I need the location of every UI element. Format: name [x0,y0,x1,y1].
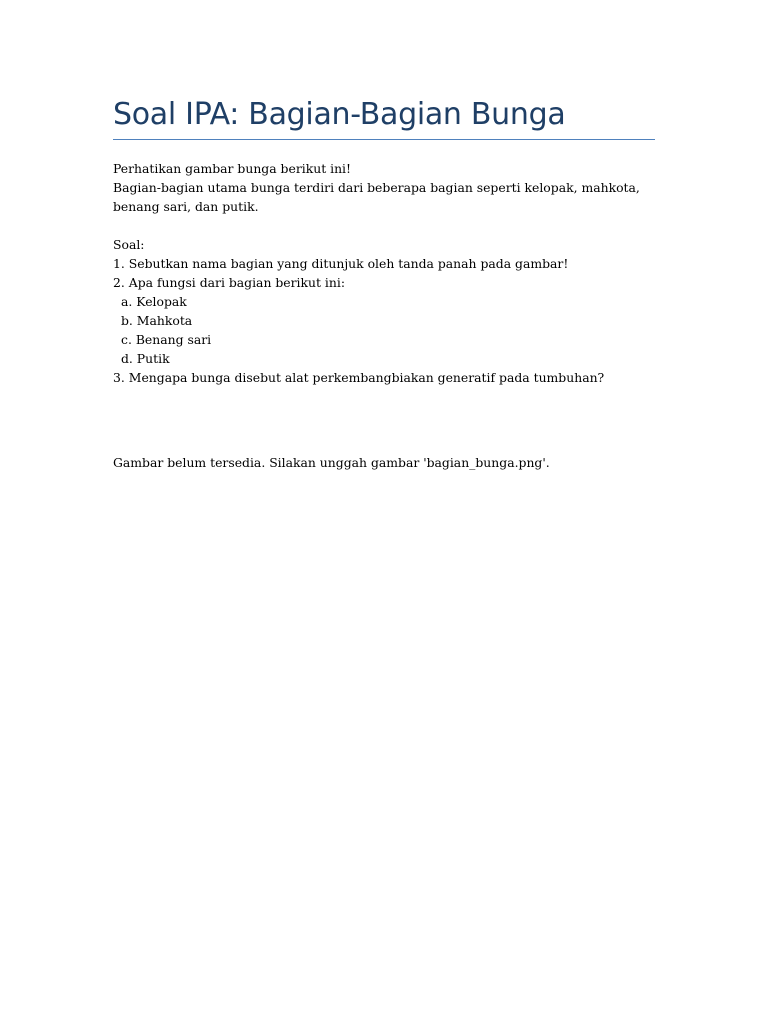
question-2-option-b: b. Mahkota [121,313,193,328]
intro-line: Perhatikan gambar bunga berikut ini! [113,161,351,176]
spacer [113,216,655,235]
question-2-option-d: d. Putik [121,351,170,366]
question-3: 3. Mengapa bunga disebut alat perkembangbiakan generatif pada tumbuhan? [113,370,605,385]
question-2-option-a: a. Kelopak [121,294,187,309]
title-underline [113,139,655,140]
soal-label: Soal: [113,237,145,252]
question-section [113,235,655,387]
page-title: Soal IPA: Bagian-Bagian Bunga [113,97,566,132]
document-page [113,0,655,470]
intro-line: Bagian-bagian utama bunga terdiri dari beberapa bagian seperti kelopak, mahkota, benang sari, dan putik. [113,180,644,214]
image-missing-notice: Gambar belum tersedia. Silakan unggah gambar 'bagian_bunga.png'. [113,455,550,470]
question-1: 1. Sebutkan nama bagian yang ditunjuk oleh tanda panah pada gambar! [113,256,569,271]
question-2-option-c: c. Benang sari [121,332,212,347]
intro-paragraph [113,159,655,216]
question-2: 2. Apa fungsi dari bagian berikut ini: [113,275,346,290]
